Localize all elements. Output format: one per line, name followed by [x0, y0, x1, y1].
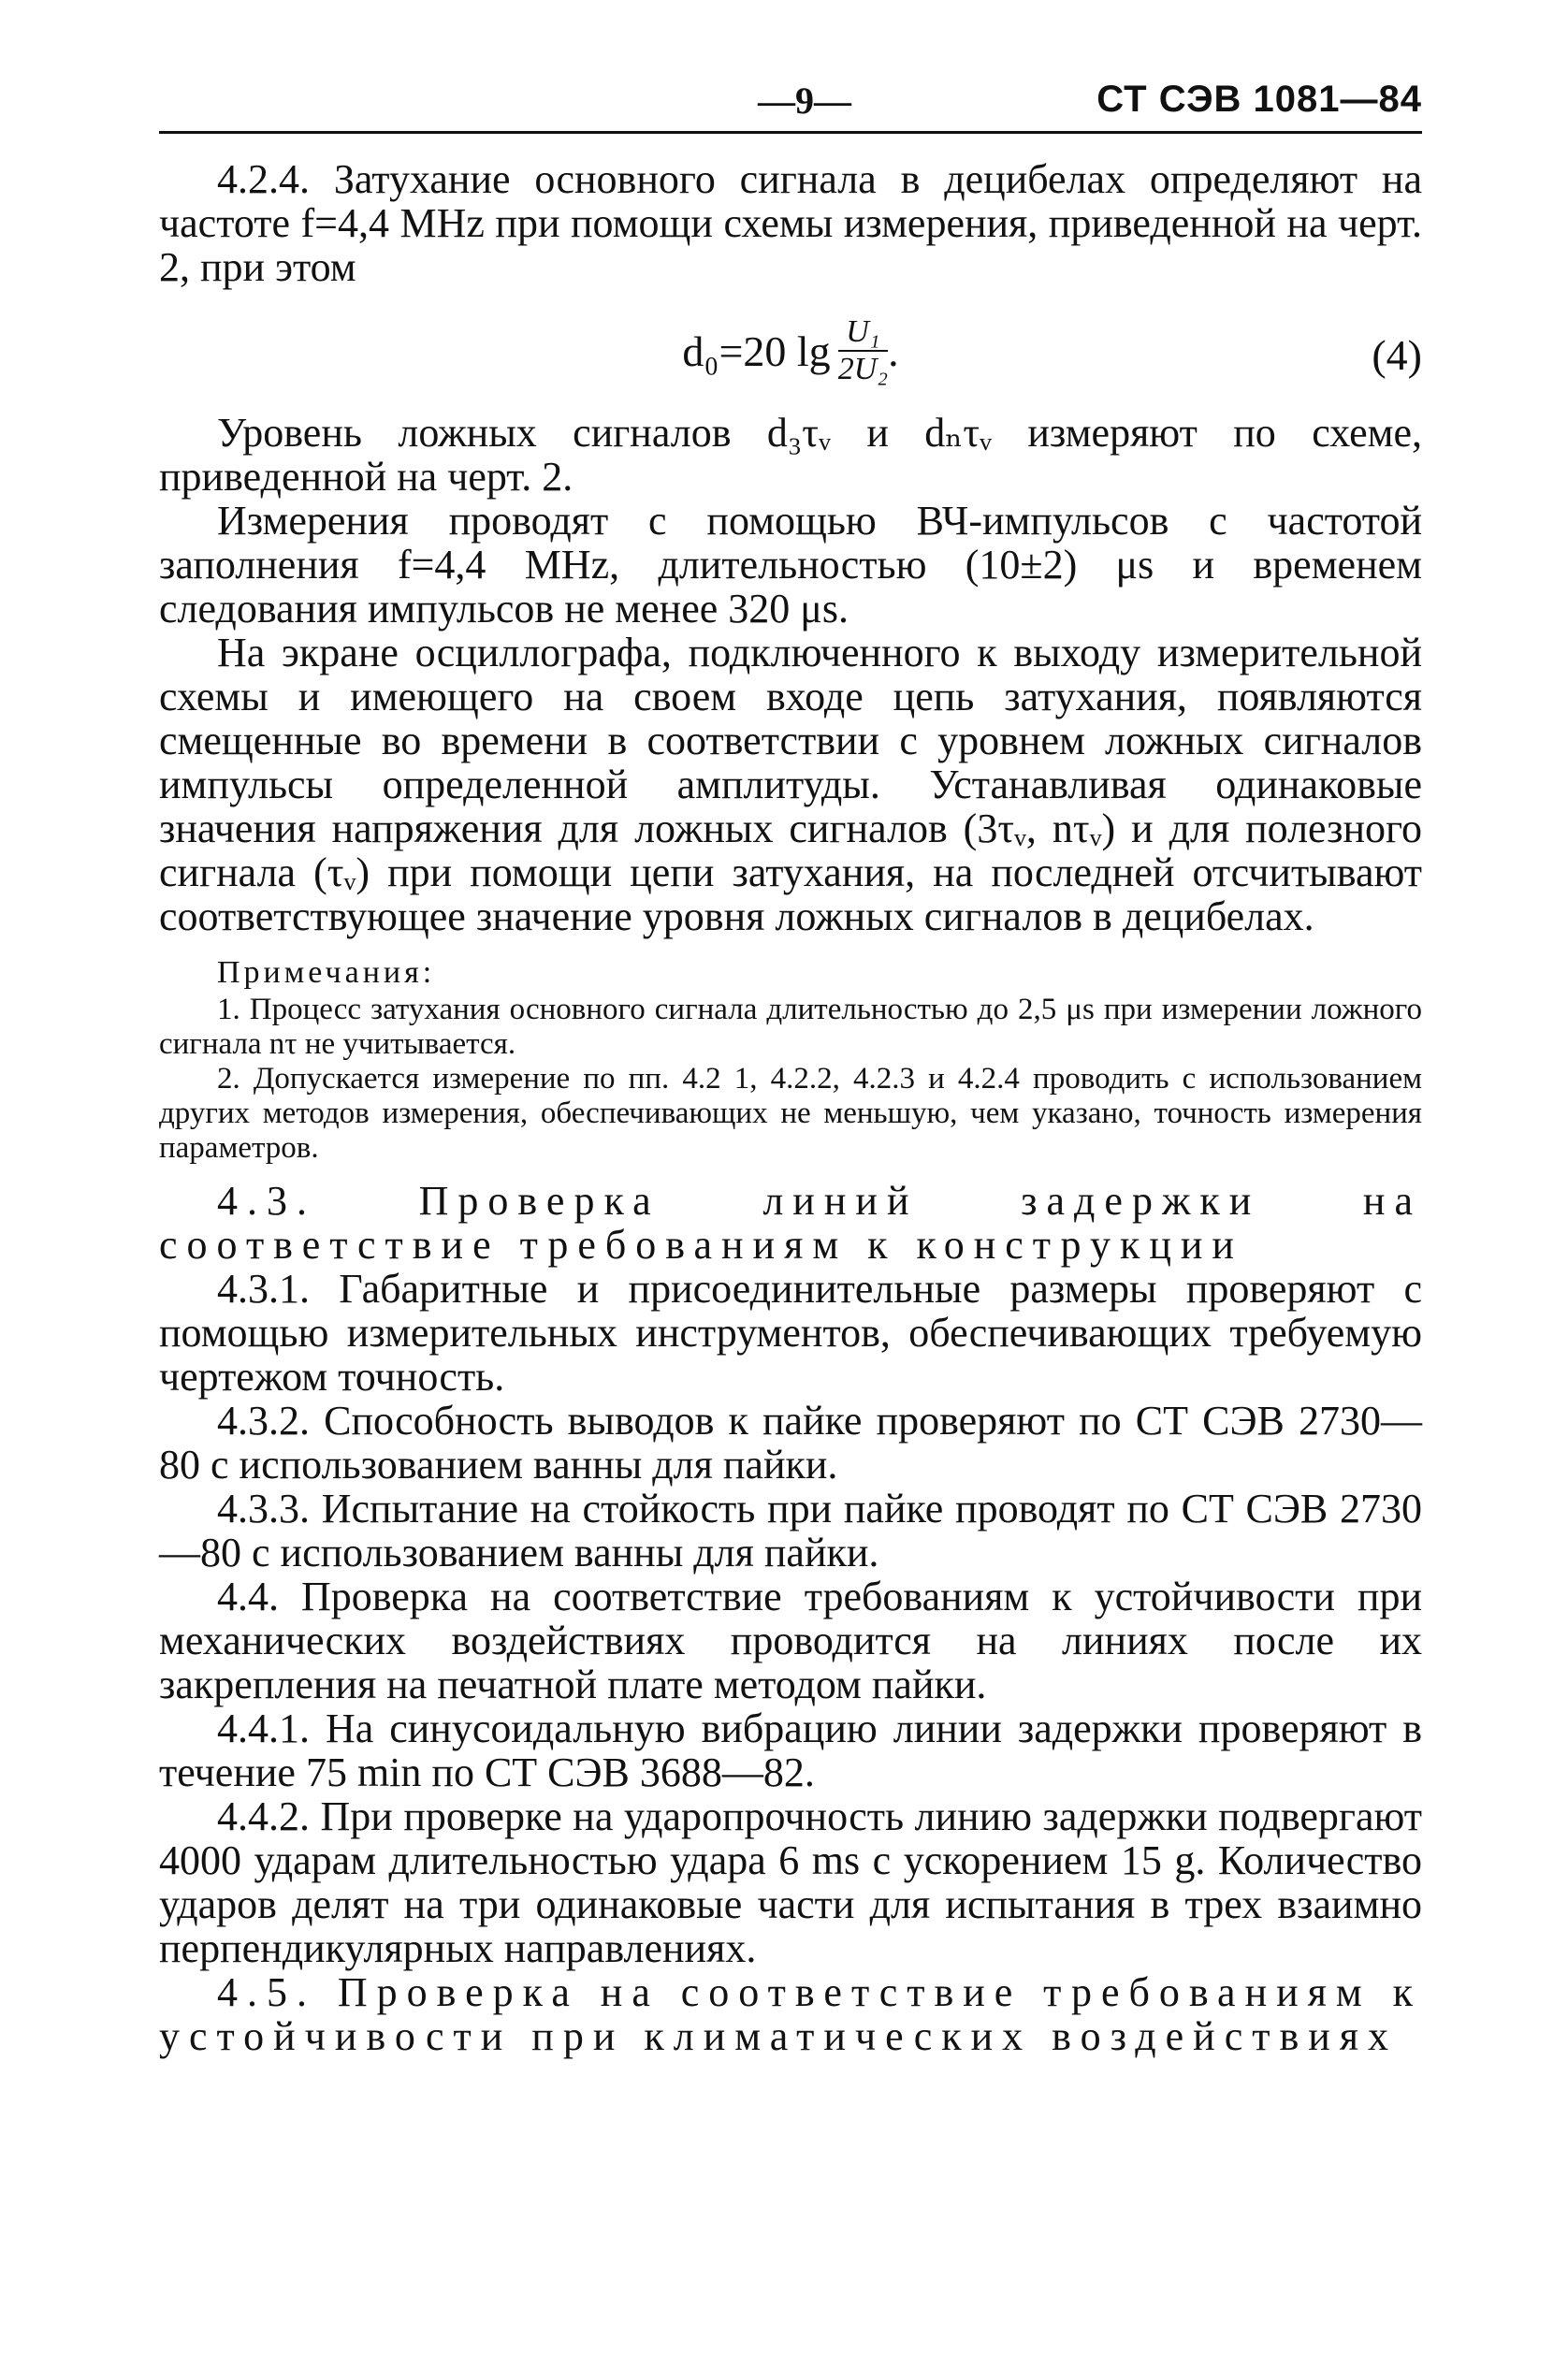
page-body — [159, 157, 1422, 2058]
formula-4 — [159, 295, 1422, 407]
page-number: —9— — [758, 80, 851, 122]
formula-denominator: 2U₂ — [837, 352, 889, 386]
paragraph-4-3-3: 4.3.3. Испытание на стойкость при пайке проводят по СТ СЭВ 2730—80 с использованием ванны для пайки. — [159, 1486, 1422, 1575]
paragraph-measurements: Измерения проводят с помощью ВЧ-импульсов с частотой заполнения f=4,4 MHz, длительностью (10±2) μs и временем следования импульсов не менее 320 μs. — [159, 498, 1422, 631]
paragraph-4-2-4: 4.2.4. Затухание основного сигнала в децибелах определяют на частоте f=4,4 MHz при помощи схемы измерения, приведенной на черт. 2, при этом — [159, 156, 1422, 290]
paragraph-4-4-1: 4.4.1. На синусоидальную вибрацию линии задержки проверяют в течение 75 min по СТ СЭВ 3688—82. — [159, 1706, 1422, 1795]
formula-tail: . — [888, 327, 899, 375]
paragraph-4-3-1: 4.3.1. Габаритные и присоединительные размеры проверяют с помощью измерительных инструментов, обеспечивающих требуемую чертежом точность. — [159, 1266, 1422, 1400]
page-header — [159, 79, 1422, 125]
formula-number: (4) — [1372, 331, 1422, 379]
notes-title: Примечания: — [217, 955, 436, 990]
formula-fraction — [838, 314, 888, 387]
note-2: 2. Допускается измерение по пп. 4.2 1, 4.2.2, 4.2.3 и 4.2.4 проводить с использованием других методов измерения, обеспечивающих не меньшую, чем указано, точность измерения параметров. — [159, 1062, 1422, 1165]
formula-numerator: U₁ — [846, 314, 880, 349]
paragraph-oscilloscope: На экране осциллографа, подключенного к выходу измерительной схемы и имеющего на своем входе цепь затухания, появляются смещенные во времени в соответствии с уровнем ложных сигналов импульсы определенной амплитуды. Устанавливая одинаковые значения напряжения для ложных сигналов (3τᵥ, nτᵥ) и для полезного сигнала (τᵥ) при помощи цепи затухания, на последней отсчитывают соответствующее значение уровня ложных сигналов в децибелах. — [159, 630, 1422, 939]
note-1: 1. Процесс затухания основного сигнала длительностью до 2,5 μs при измерении ложного сигнала nτ не учитывается. — [159, 993, 1422, 1061]
paragraph-4-3-2: 4.3.2. Способность выводов к пайке проверяют по СТ СЭВ 2730—80 с использованием ванны для пайки. — [159, 1398, 1422, 1488]
paragraph-4-4: 4.4. Проверка на соответствие требованиям к устойчивости при механических воздействиях проводится на линиях после их закрепления на печатной плате методом пайки. — [159, 1574, 1422, 1707]
heading-4-3: 4.3. Проверка линий задержки на соответствие требованиям к конструкции — [159, 1178, 1422, 1268]
paragraph-false-signal-level: Уровень ложных сигналов d₃τᵥ и dₙτᵥ измеряют по схеме, приведенной на черт. 2. — [159, 410, 1422, 500]
document-code: СТ СЭВ 1081—84 — [1096, 79, 1422, 120]
paragraph-4-4-2: 4.4.2. При проверке на ударопрочность линию задержки подвергают 4000 ударам длительностью удара 6 ms с ускорением 15 g. Количество ударов делят на три одинаковые части для испытания в трех взаимно перпендикулярных направлениях. — [159, 1793, 1422, 1971]
header-rule — [159, 131, 1422, 134]
heading-4-5: 4.5. Проверка на соответствие требованиям к устойчивости при климатических воздействиях — [159, 1969, 1422, 2059]
formula-lhs: d₀=20 lg — [682, 327, 831, 375]
